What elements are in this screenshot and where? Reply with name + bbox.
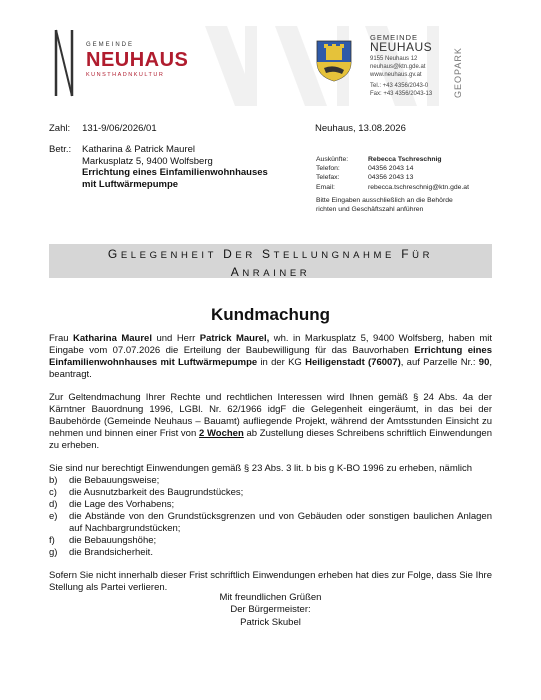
list-item: d) die Lage des Vorhabens; [49,499,175,510]
right-header-name: NEUHAUS [370,40,433,54]
logo-subtitle: KUNSTHADNKULTUR [86,72,165,78]
list-item: f) die Bebauungshöhe; [49,535,157,546]
coat-of-arms-icon [316,40,352,82]
phone-block [370,82,432,98]
contact-table: Auskünfte: Rebecca Tschreschnig Telefon: 04356 2043 14 Telefax: 04356 2043 13 Email: rebecca.tschreschnig@ktn.gde.at [316,156,469,191]
signatory-title: Der Bürgermeister: [230,604,311,616]
document-title: Kundmachung [211,305,330,324]
closing-block [0,592,541,629]
objection-list [49,475,492,559]
notice-banner [49,244,492,278]
email-line: neuhaus@ktn.gde.at [370,64,426,70]
right-header-small: GEMEINDE [370,33,419,42]
logo-small-text: GEMEINDE [86,42,135,48]
reference-number: Zahl: 131-9/06/2026/01 [49,123,157,134]
list-item: b) die Bebauungsweise; [49,475,160,486]
address-line: 9155 Neuhaus 12 [370,56,418,62]
submission-note: Bitte Eingaben ausschließlich an die Behörde richten und Geschäftszahl anführen [316,197,453,213]
list-item: g) die Brandsicherheit. [49,547,153,558]
geopark-vertical-label [452,30,464,100]
neuhaus-logo-icon [52,28,78,98]
subject-block: Katharina & Patrick Maurel Markusplatz 5, 9400 Wolfsberg Errichtung eines Einfamilienwohnhauses mit Luftwärmepumpe [82,144,268,190]
subject-label: Betr.: [49,144,72,155]
greeting: Mit freundlichen Grüßen [219,592,322,603]
paragraph-application: Frau Katharina Maurel und Herr Patrick Maurel, wh. in Markusplatz 5, 9400 Wolfsberg, haben mit Eingabe vom 07.07.2026 die Erteilung der Baubewilligung für das Bauvorhaben Errichtung eines Einfamilienwohnhauses mit Luftwärmepumpe in der KG Heiligenstadt (76007), auf Parzelle Nr.: 90, beantragt. [49,333,493,380]
fax-line: Fax: +43 4356/2043-13 [370,91,433,97]
phone-line: Tel.: +43 4356/2043-0 [370,83,429,89]
logo-name: NEUHAUS [86,49,189,71]
place-date: Neuhaus, 13.08.2026 [315,123,406,134]
signatory-name: Patrick Skubel [240,616,301,628]
website-line: www.neuhaus.gv.at [370,72,422,78]
paragraph-objections: Sie sind nur berechtigt Einwendungen gemäß § 23 Abs. 3 lit. b bis g K-BO 1996 zu erheben, nämlich [49,463,473,474]
list-item: e) die Abstände von den Grundstücksgrenzen und von Gebäuden oder sonstigen baulichen Anlagen auf Nachbargrundstücken; [49,511,492,534]
geopark-text: GEOPARK [453,47,463,98]
document-body [49,333,492,605]
paragraph-consequence: Sofern Sie nicht innerhalb dieser Frist schriftlich Einwendungen erheben hat dies zur Folge, dass Sie Ihre Stellung als Partei verlieren. [49,570,492,593]
address-block [370,55,425,79]
paragraph-rights: Zur Geltendmachung Ihrer Rechte und rechtlichen Interessen wird Ihnen gemäß § 24 Abs. 4a der Kärntner Bauordnung 1996, LGBl. Nr. 62/1966 idgF die Gelegenheit eingeräumt, in das bei der Baubehörde (Gemeinde Neuhaus – Bauamt) aufliegende Projekt, während der Amtsstunden Einsicht zu nehmen und binnen einer Frist von 2 Wochen ab Zustellung dieses Schreibens schriftlich Einwendungen zu erheben. [49,392,492,451]
banner-text: GELEGENHEIT DER STELLUNGNAHME FÜR ANRAINER [107,247,434,279]
list-item: c) die Ausnutzbarkeit des Baugrundstückes; [49,487,244,498]
